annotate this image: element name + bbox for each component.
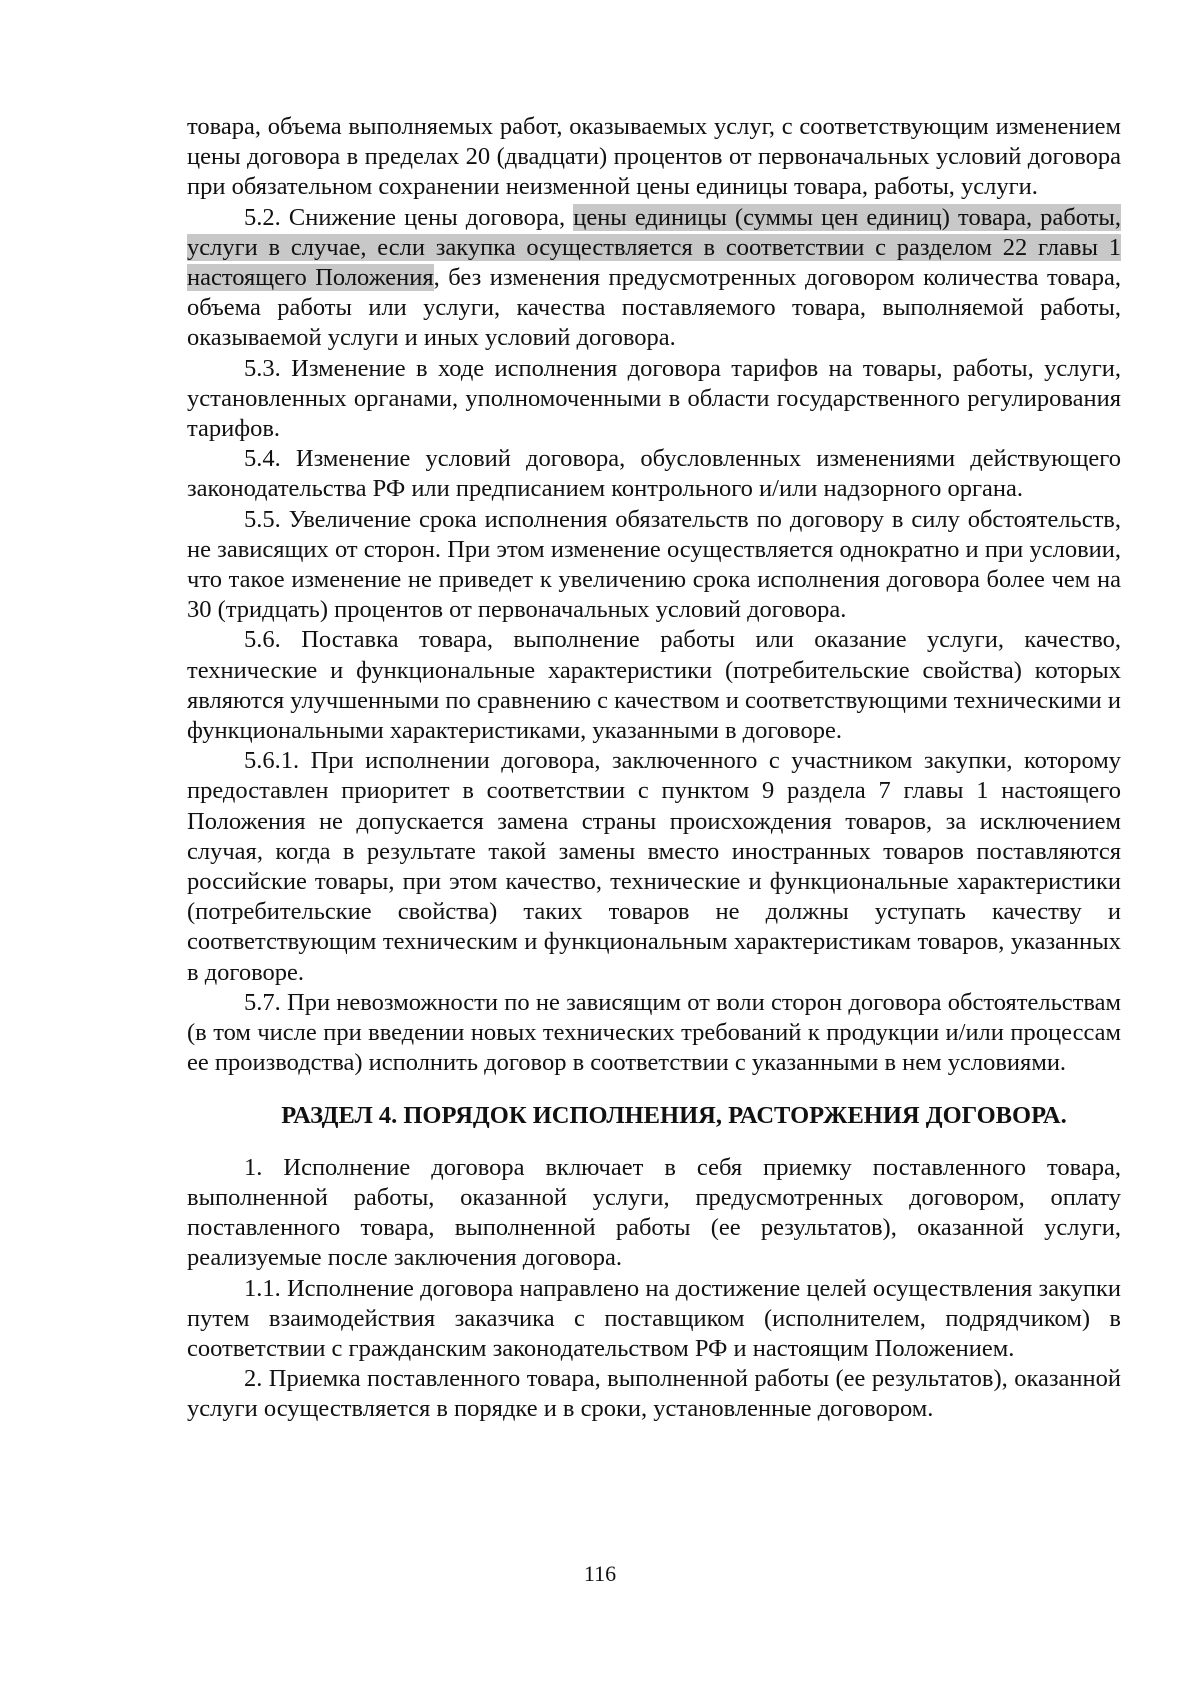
paragraph-5-6-1: 5.6.1. При исполнении договора, заключенного с участником закупки, которому предоставлен приоритет в соответствии с пунктом 9 раздела 7 главы 1 настоящего Положения не допускается замена страны происхождения товаров, за исключением случая, когда в результате такой замены вместо иностранных товаров поставляются российские товары, при этом качество, технические и функциональные характеристики (потребительские свойства) таких товаров не должны уступать качеству и соответствующим техническим и функциональным характеристикам товаров, указанных в договоре. [187,747,1121,986]
paragraph-5-2 [187,203,1121,354]
paragraph-5-7: 5.7. При невозможности по не зависящим от воли сторон договора обстоятельствам (в том числе при введении новых технических требований к продукции и/или процессам ее производства) исполнить договор в соответствии с указанными в нем условиями. [187,988,1121,1077]
paragraph-1-1: 1.1. Исполнение договора направлено на достижение целей осуществления закупки путем взаимодействия заказчика с поставщиком (исполнителем, подрядчиком) в соответствии с гражданским законодательством РФ и настоящим Положением. [187,1274,1121,1362]
paragraph-5-5: 5.5. Увеличение срока исполнения обязательств по договору в силу обстоятельств, не зависящих от сторон. При этом изменение осуществляется однократно и при условии, что такое изменение не приведет к увеличению срока исполнения договора более чем на 30 (тридцать) процентов от первоначальных условий договора. [187,505,1121,624]
highlighted-text: цены единицы (суммы цен единиц) товара, работы, услуги в случае, если закупка осуществляется в соответствии с разделом 22 главы 1 настоящего Положения [187,203,1121,292]
paragraph-1: 1. Исполнение договора включает в себя приемку поставленного товара, выполненной работы, оказанной услуги, предусмотренных договором, оплату поставленного товара, выполненной работы (ее результатов), оказанной услуги, реализуемые после заключения договора. [187,1153,1121,1272]
paragraph-5-6: 5.6. Поставка товара, выполнение работы или оказание услуги, качество, технические и функциональные характеристики (потребительские свойства) которых являются улучшенными по сравнению с качеством и соответствующими техническими и функциональными характеристиками, указанными в договоре. [187,626,1121,745]
paragraph-continuation: товара, объема выполняемых работ, оказываемых услуг, с соответствующим изменением цены договора в пределах 20 (двадцати) процентов от первоначальных условий договора при обязательном сохранении неизменной цены единицы товара, работы, услуги. [187,113,1121,201]
paragraph-5-2-end: , без изменения предусмотренных договором количества товара, объема работы или услуги, качества поставляемого товара, выполняемой работы, оказываемой услуги и иных условий договора. [187,264,1121,352]
paragraph-2: 2. Приемка поставленного товара, выполненной работы (ее результатов), оказанной услуги осуществляется в порядке и в сроки, установленные договором. [187,1365,1121,1423]
section-heading: РАЗДЕЛ 4. ПОРЯДОК ИСПОЛНЕНИЯ, РАСТОРЖЕНИЯ ДОГОВОРА. [281,1101,1067,1129]
page-number: 116 [583,1561,617,1586]
paragraph-5-3: 5.3. Изменение в ходе исполнения договора тарифов на товары, работы, услуги, установленных органами, уполномоченными в области государственного регулирования тарифов. [187,354,1121,443]
paragraph-5-2-start: 5.2. Снижение цены договора, [244,203,574,231]
document-page [187,112,1121,1425]
paragraph-5-4: 5.4. Изменение условий договора, обусловленных изменениями действующего законодательства РФ или предписанием контрольного и/или надзорного органа. [187,445,1121,503]
